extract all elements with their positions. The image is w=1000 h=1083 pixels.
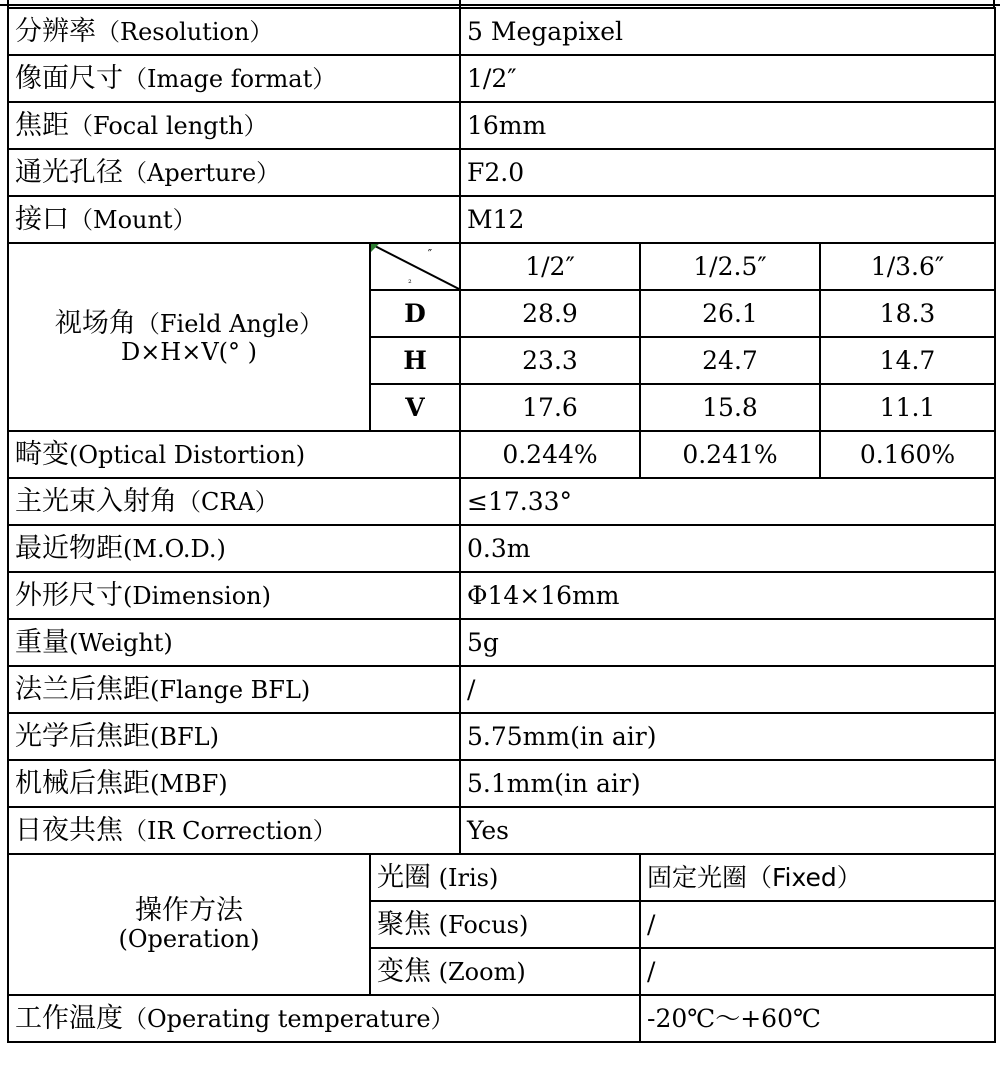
- angle-value: 14.7: [820, 337, 995, 384]
- spec-row-focal-length: [8, 102, 995, 149]
- item-cn: 聚焦: [377, 908, 431, 940]
- value-cell: /: [460, 666, 995, 713]
- value-cell: Φ14×16mm: [460, 572, 995, 619]
- label-cell: [8, 8, 460, 55]
- label-cn: 外形尺寸: [15, 579, 123, 611]
- label-cn: 主光束入射角: [15, 485, 177, 517]
- label-en: (MBF): [150, 769, 228, 798]
- label-cn: 通光孔径: [15, 156, 123, 188]
- label-en: （IR Correction）: [123, 816, 337, 845]
- label-cell: [8, 807, 460, 854]
- value-cell: 5 Megapixel: [460, 8, 995, 55]
- field-angle-label-cell: [8, 243, 370, 431]
- angle-value: 28.9: [460, 290, 640, 337]
- value-cell: 5.75mm(in air): [460, 713, 995, 760]
- label-cn: 机械后焦距: [15, 767, 150, 799]
- angle-value: 11.1: [820, 384, 995, 431]
- label-cell: [8, 713, 460, 760]
- axis-label: H: [370, 337, 460, 384]
- operation-cn: 操作方法: [135, 895, 243, 927]
- operation-item-value: 固定光圈（Fixed）: [640, 854, 995, 901]
- spec-table: [7, 7, 996, 1043]
- item-cn: 光圈: [377, 861, 431, 893]
- label-cell: [8, 619, 460, 666]
- format-header: 1/3.6″: [820, 243, 995, 290]
- label-cn: 分辨率: [15, 15, 96, 47]
- spec-row-mod: [8, 525, 995, 572]
- label-cell: [8, 196, 460, 243]
- value-cell: -20℃～+60℃: [640, 995, 995, 1042]
- distortion-value: 0.244%: [460, 431, 640, 478]
- operation-item-label: [370, 854, 640, 901]
- spec-row-mbf: [8, 760, 995, 807]
- label-cell: [8, 102, 460, 149]
- operation-item-value: /: [640, 948, 995, 995]
- operation-en: (Operation): [118, 925, 260, 954]
- distortion-value: 0.241%: [640, 431, 820, 478]
- label-cn: 光学后焦距: [15, 720, 150, 752]
- value-cell: Yes: [460, 807, 995, 854]
- label-en: （Image format）: [123, 64, 337, 93]
- label-en: （Aperture）: [123, 158, 281, 187]
- field-angle-header-row: [8, 243, 995, 290]
- top-border-strip: [0, 0, 1000, 7]
- spec-row-ir-correction: [8, 807, 995, 854]
- spec-row-weight: [8, 619, 995, 666]
- label-cell: [8, 525, 460, 572]
- value-cell: 5.1mm(in air): [460, 760, 995, 807]
- item-en: (Zoom): [431, 957, 526, 986]
- label-en: (Flange BFL): [150, 675, 311, 704]
- label-en: （CRA）: [177, 487, 279, 516]
- label-cell: [8, 431, 460, 478]
- format-header: 1/2″: [460, 243, 640, 290]
- field-angle-en: （Field Angle）: [135, 309, 324, 338]
- label-cn: 畸变: [15, 438, 69, 470]
- label-cell: [8, 478, 460, 525]
- label-cn: 重量: [15, 626, 69, 658]
- item-en: (Iris): [431, 863, 499, 892]
- label-cn: 工作温度: [15, 1002, 123, 1034]
- label-cell: [8, 149, 460, 196]
- angle-value: 24.7: [640, 337, 820, 384]
- operation-item-label: [370, 948, 640, 995]
- label-cell: [8, 55, 460, 102]
- label-cn: 最近物距: [15, 532, 123, 564]
- label-en: (Optical Distortion): [69, 440, 306, 469]
- label-cn: 像面尺寸: [15, 62, 123, 94]
- spec-row-resolution: [8, 8, 995, 55]
- format-header: 1/2.5″: [640, 243, 820, 290]
- angle-value: 17.6: [460, 384, 640, 431]
- label-cell: [8, 572, 460, 619]
- angle-value: 23.3: [460, 337, 640, 384]
- spec-row-dimension: [8, 572, 995, 619]
- diagonal-line: [371, 244, 459, 289]
- label-cell: [8, 995, 640, 1042]
- spec-row-flange-bfl: [8, 666, 995, 713]
- value-cell: F2.0: [460, 149, 995, 196]
- label-cn: 接口: [15, 203, 69, 235]
- label-cn: 法兰后焦距: [15, 673, 150, 705]
- spec-row-temperature: [8, 995, 995, 1042]
- label-en: (Dimension): [123, 581, 271, 610]
- spec-row-distortion: [8, 431, 995, 478]
- label-en: （Resolution）: [96, 17, 274, 46]
- field-angle-cn: 视场角: [54, 307, 136, 339]
- label-en: （Focal length）: [69, 111, 268, 140]
- operation-label-cell: [8, 854, 370, 995]
- diagonal-corner-cell: [370, 243, 460, 290]
- value-cell: M12: [460, 196, 995, 243]
- value-cell: 5g: [460, 619, 995, 666]
- distortion-value: 0.160%: [820, 431, 995, 478]
- spec-row-cra: [8, 478, 995, 525]
- label-cell: [8, 760, 460, 807]
- operation-item-value: /: [640, 901, 995, 948]
- operation-row-iris: [8, 854, 995, 901]
- label-cn: 焦距: [15, 109, 69, 141]
- field-angle-formula: D×H×V(° ): [120, 337, 258, 366]
- value-cell: ≤17.33°: [460, 478, 995, 525]
- label-en: (M.O.D.): [123, 534, 226, 563]
- label-en: （Mount）: [69, 205, 197, 234]
- item-en: (Focus): [431, 910, 529, 939]
- angle-value: 18.3: [820, 290, 995, 337]
- angle-value: 15.8: [640, 384, 820, 431]
- axis-label: D: [370, 290, 460, 337]
- angle-value: 26.1: [640, 290, 820, 337]
- label-cell: [8, 666, 460, 713]
- spec-row-aperture: [8, 149, 995, 196]
- spec-row-image-format: [8, 55, 995, 102]
- label-en: (Weight): [69, 628, 173, 657]
- value-cell: 1/2″: [460, 55, 995, 102]
- operation-item-label: [370, 901, 640, 948]
- axis-label: V: [370, 384, 460, 431]
- corner-bottom-mark: ²: [408, 278, 412, 289]
- spec-row-bfl: [8, 713, 995, 760]
- spec-row-mount: [8, 196, 995, 243]
- label-cn: 日夜共焦: [15, 814, 123, 846]
- item-cn: 变焦: [377, 955, 431, 987]
- field-angle-title: [15, 309, 363, 339]
- corner-top-mark: ″: [427, 246, 433, 262]
- label-en: (BFL): [150, 722, 219, 751]
- label-en: （Operating temperature）: [123, 1004, 455, 1033]
- value-cell: 16mm: [460, 102, 995, 149]
- value-cell: 0.3m: [460, 525, 995, 572]
